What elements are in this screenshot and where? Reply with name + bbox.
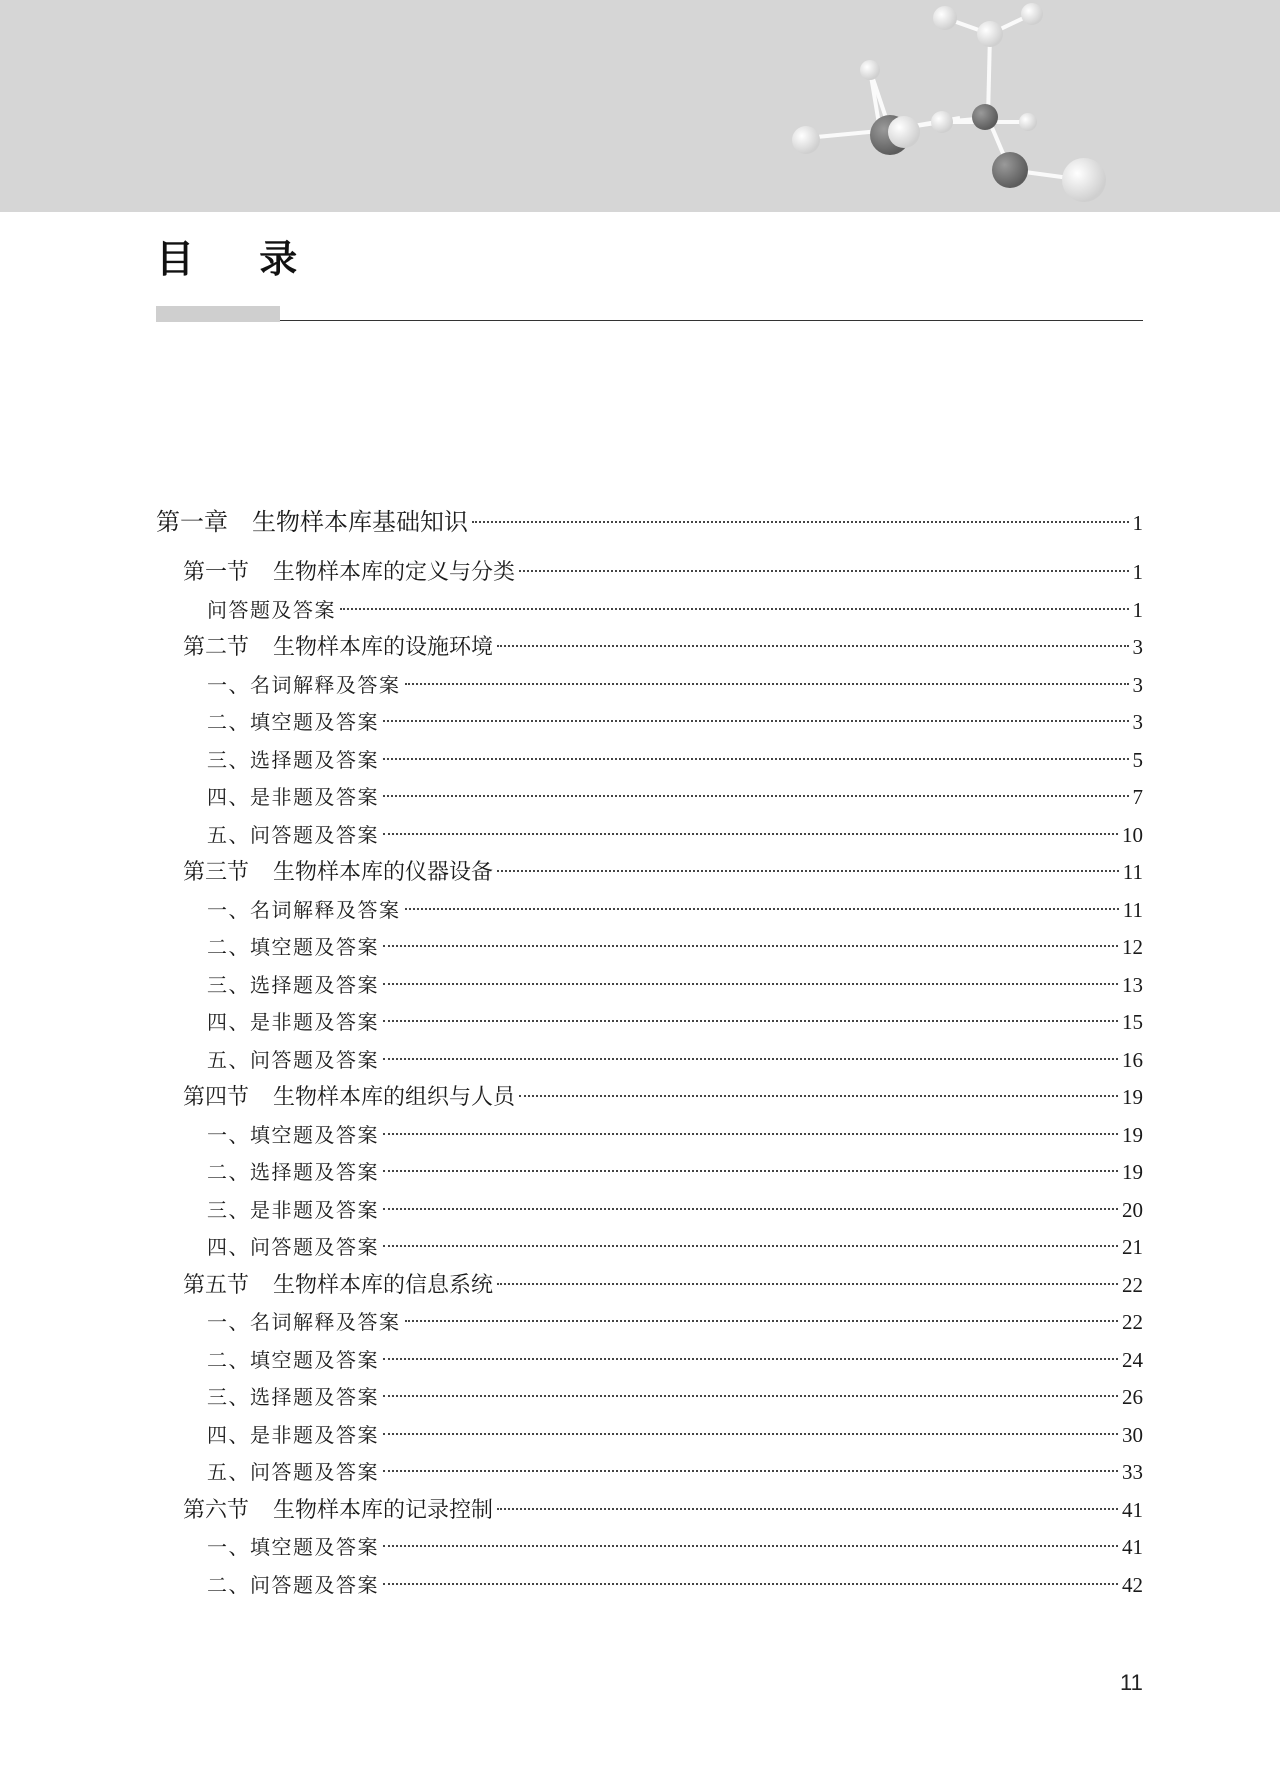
toc-entry-label	[207, 1380, 379, 1414]
toc-leader-dots	[405, 683, 1129, 685]
toc-entry-number: 三、	[207, 748, 250, 772]
toc-leader-dots	[383, 1433, 1118, 1435]
toc-entry-title: 生物样本库的设施环境	[273, 635, 494, 660]
toc-entry-title: 问答题及答案	[250, 1573, 379, 1597]
toc-entry[interactable]	[207, 893, 1143, 927]
toc-entry-label	[183, 856, 493, 890]
toc-leader-dots	[519, 1095, 1118, 1097]
toc-entry-page: 1	[1132, 511, 1143, 535]
toc-entry[interactable]	[207, 968, 1143, 1002]
toc-entry-page: 1	[1132, 560, 1143, 584]
toc-entry-title: 名词解释及答案	[250, 898, 401, 922]
toc-entry-number: 五、	[207, 1460, 250, 1484]
toc-entry-label	[207, 1155, 379, 1189]
toc-entry-title: 选择题及答案	[250, 1160, 379, 1184]
toc-entry-number: 第一节	[183, 560, 250, 585]
toc-entry-page: 41	[1122, 1498, 1143, 1522]
toc-entry-title: 生物样本库的仪器设备	[273, 860, 494, 885]
toc-entry[interactable]	[207, 1043, 1143, 1077]
toc-entry-page: 33	[1122, 1460, 1143, 1484]
toc-entry-label	[183, 631, 493, 665]
toc-entry[interactable]	[207, 1418, 1143, 1452]
toc-entry-title: 选择题及答案	[250, 748, 379, 772]
toc-entry-title: 生物样本库的组织与人员	[273, 1085, 516, 1110]
toc-entry-number: 一、	[207, 1310, 250, 1334]
toc-entry-page: 19	[1122, 1160, 1143, 1184]
toc-entry-title: 生物样本库的定义与分类	[273, 560, 516, 585]
toc-entry-page: 3	[1132, 710, 1143, 734]
toc-entry-label	[207, 1305, 401, 1339]
toc-leader-dots	[497, 870, 1119, 872]
toc-leader-dots	[383, 1170, 1118, 1172]
toc-leader-dots	[497, 1508, 1118, 1510]
toc-entry-label	[183, 1494, 493, 1528]
toc-entry-title: 问答题及答案	[250, 1235, 379, 1259]
toc-entry-number: 第一章	[156, 508, 228, 536]
toc-entry-number: 三、	[207, 1198, 250, 1222]
toc-entry-label	[207, 1193, 379, 1227]
toc-leader-dots	[383, 720, 1129, 722]
toc-entry[interactable]	[207, 1343, 1143, 1377]
toc-entry-label	[207, 1005, 379, 1039]
toc-entry-page: 22	[1122, 1273, 1143, 1297]
toc-leader-dots	[405, 1320, 1119, 1322]
toc-entry-label	[207, 743, 379, 777]
toc-leader-dots	[383, 1395, 1118, 1397]
toc-entry-title: 是非题及答案	[250, 1423, 379, 1447]
toc-entry-number: 二、	[207, 1348, 250, 1372]
toc-entry-title: 生物样本库的记录控制	[273, 1498, 494, 1523]
toc-entry-number: 五、	[207, 1048, 250, 1072]
toc-entry[interactable]	[207, 818, 1143, 852]
title-divider	[280, 320, 1143, 321]
toc-entry-title: 是非题及答案	[250, 785, 379, 809]
toc-entry-label	[207, 930, 379, 964]
toc-entry[interactable]	[207, 705, 1143, 739]
toc-leader-dots	[383, 1583, 1118, 1585]
toc-leader-dots	[383, 1133, 1118, 1135]
toc-entry-label	[207, 1418, 379, 1452]
toc-entry-title: 名词解释及答案	[250, 673, 401, 697]
toc-entry-page: 19	[1122, 1123, 1143, 1147]
toc-entry-page: 10	[1122, 823, 1143, 847]
toc-entry[interactable]	[207, 593, 1143, 627]
toc-entry-page: 26	[1122, 1385, 1143, 1409]
toc-entry-number: 第五节	[183, 1273, 250, 1298]
toc-entry-number: 一、	[207, 1123, 250, 1147]
toc-entry-label	[207, 1568, 379, 1602]
toc-entry-title: 填空题及答案	[250, 1123, 379, 1147]
toc-entry-title: 填空题及答案	[250, 1348, 379, 1372]
toc-entry[interactable]	[207, 930, 1143, 964]
toc-entry[interactable]	[183, 555, 1143, 589]
toc-leader-dots	[519, 570, 1128, 572]
toc-entry-page: 16	[1122, 1048, 1143, 1072]
toc-entry-number: 二、	[207, 1573, 250, 1597]
toc-entry-page: 15	[1122, 1010, 1143, 1034]
toc-entry-title: 是非题及答案	[250, 1010, 379, 1034]
toc-entry-label	[207, 780, 379, 814]
toc-entry[interactable]	[207, 1568, 1143, 1602]
toc-entry-page: 41	[1122, 1535, 1143, 1559]
page-title: 目 录	[156, 237, 324, 281]
toc-leader-dots	[383, 833, 1118, 835]
toc-entry[interactable]	[207, 780, 1143, 814]
toc-leader-dots	[383, 1470, 1118, 1472]
toc-entry[interactable]	[207, 1193, 1143, 1227]
toc-entry-title: 问答题及答案	[207, 598, 336, 622]
toc-entry-page: 3	[1132, 635, 1143, 659]
toc-entry-label	[207, 1230, 379, 1264]
toc-entry[interactable]	[207, 1380, 1143, 1414]
toc-entry-page: 12	[1122, 935, 1143, 959]
toc-entry[interactable]	[207, 1155, 1143, 1189]
toc-entry-number: 第三节	[183, 860, 250, 885]
toc-entry-number: 五、	[207, 823, 250, 847]
toc-entry-number: 二、	[207, 710, 250, 734]
toc-entry-number: 四、	[207, 785, 250, 809]
toc-entry-page: 11	[1122, 860, 1143, 884]
toc-entry-title: 选择题及答案	[250, 973, 379, 997]
toc-entry-label	[207, 705, 379, 739]
toc-entry-label	[207, 968, 379, 1002]
toc-leader-dots	[383, 795, 1129, 797]
toc-entry[interactable]	[183, 1493, 1143, 1527]
toc-entry-number: 第六节	[183, 1498, 250, 1523]
toc-leader-dots	[383, 945, 1118, 947]
toc-entry-label	[207, 1043, 379, 1077]
toc-entry-number: 四、	[207, 1423, 250, 1447]
toc-entry[interactable]	[207, 1118, 1143, 1152]
toc-entry[interactable]	[207, 1005, 1143, 1039]
toc-entry-number: 四、	[207, 1010, 250, 1034]
toc-entry[interactable]	[183, 855, 1143, 889]
toc-leader-dots	[497, 645, 1128, 647]
toc-leader-dots	[405, 908, 1119, 910]
toc-entry-title: 问答题及答案	[250, 1460, 379, 1484]
toc-entry-label	[207, 818, 379, 852]
toc-entry-page: 19	[1122, 1085, 1143, 1109]
toc-entry[interactable]	[183, 1268, 1143, 1302]
header-band	[0, 0, 1280, 212]
toc-entry[interactable]	[183, 1080, 1143, 1114]
toc-entry-number: 二、	[207, 935, 250, 959]
toc-leader-dots	[383, 1208, 1118, 1210]
toc-entry-label	[156, 505, 468, 539]
toc-leader-dots	[383, 1020, 1118, 1022]
toc-entry-label	[207, 1118, 379, 1152]
toc-entry-label	[207, 668, 401, 702]
toc-entry-label	[207, 1530, 379, 1564]
toc-leader-dots	[497, 1283, 1118, 1285]
toc-entry[interactable]	[207, 1530, 1143, 1564]
toc-entry[interactable]	[156, 505, 1143, 539]
toc-entry-page: 3	[1132, 673, 1143, 697]
toc-entry-number: 三、	[207, 973, 250, 997]
toc-entry-page: 22	[1122, 1310, 1143, 1334]
toc-entry-page: 13	[1122, 973, 1143, 997]
toc-leader-dots	[383, 1245, 1118, 1247]
toc-entry-number: 一、	[207, 1535, 250, 1559]
toc-entry-page: 20	[1122, 1198, 1143, 1222]
toc-leader-dots	[383, 758, 1129, 760]
toc-entry-label	[207, 593, 336, 627]
toc-entry-number: 三、	[207, 1385, 250, 1409]
toc-entry-page: 24	[1122, 1348, 1143, 1372]
page-number: 11	[1120, 1670, 1143, 1695]
toc-entry-title: 名词解释及答案	[250, 1310, 401, 1334]
toc-entry-title: 问答题及答案	[250, 823, 379, 847]
toc-entry-page: 11	[1122, 898, 1143, 922]
toc-entry-title: 填空题及答案	[250, 935, 379, 959]
toc-entry-label	[183, 1081, 515, 1115]
toc-entry-label	[207, 1455, 379, 1489]
molecule-illustration-icon	[0, 0, 1280, 212]
toc-entry-label	[207, 893, 401, 927]
toc-entry-page: 21	[1122, 1235, 1143, 1259]
toc-entry-page: 7	[1132, 785, 1143, 809]
toc-entry-number: 一、	[207, 673, 250, 697]
title-accent-bar	[156, 306, 280, 322]
toc-entry-number: 第四节	[183, 1085, 250, 1110]
toc-entry-label	[183, 556, 515, 590]
toc-entry-label	[183, 1269, 493, 1303]
toc-entry-number: 一、	[207, 898, 250, 922]
toc-entry[interactable]	[207, 1455, 1143, 1489]
toc-entry-title: 是非题及答案	[250, 1198, 379, 1222]
toc-entry-title: 选择题及答案	[250, 1385, 379, 1409]
toc-leader-dots	[383, 1058, 1118, 1060]
toc-leader-dots	[383, 983, 1118, 985]
toc-leader-dots	[383, 1545, 1118, 1547]
toc-entry-title: 问答题及答案	[250, 1048, 379, 1072]
toc-leader-dots	[472, 521, 1129, 523]
toc-entry[interactable]	[183, 630, 1143, 664]
toc-entry-label	[207, 1343, 379, 1377]
toc-entry[interactable]	[207, 668, 1143, 702]
toc-leader-dots	[383, 1358, 1118, 1360]
toc-entry-title: 填空题及答案	[250, 710, 379, 734]
toc-entry[interactable]	[207, 1230, 1143, 1264]
toc-entry-page: 5	[1132, 748, 1143, 772]
toc-leader-dots	[340, 608, 1129, 610]
toc-entry-page: 30	[1122, 1423, 1143, 1447]
toc-entry-title: 生物样本库的信息系统	[273, 1273, 494, 1298]
toc-entry-title: 生物样本库基础知识	[252, 508, 468, 536]
toc-entry-page: 42	[1122, 1573, 1143, 1597]
toc-entry-number: 四、	[207, 1235, 250, 1259]
toc-entry-title: 填空题及答案	[250, 1535, 379, 1559]
toc-entry-page: 1	[1132, 598, 1143, 622]
toc-entry-number: 第二节	[183, 635, 250, 660]
toc-entry-number: 二、	[207, 1160, 250, 1184]
toc-entry[interactable]	[207, 743, 1143, 777]
toc-entry[interactable]	[207, 1305, 1143, 1339]
